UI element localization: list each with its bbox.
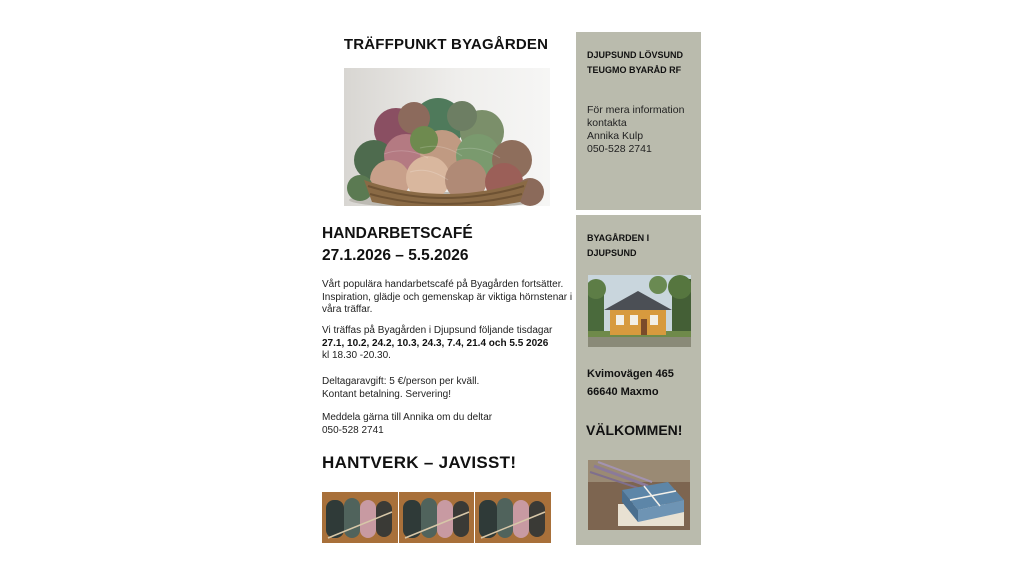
wrapped-gift-photo — [588, 460, 690, 530]
info-label-2: kontakta — [587, 117, 627, 129]
page-title: TRÄFFPUNKT BYAGÅRDEN — [343, 36, 549, 53]
schedule-dates: 27.1, 10.2, 24.2, 10.3, 24.3, 7.4, 21.4 och 5.5 2026 — [322, 337, 549, 349]
organizer-box — [576, 32, 701, 210]
contact-name: Annika Kulp — [587, 130, 644, 142]
payment-line: Kontant betalning. Servering! — [322, 388, 451, 400]
yarn-skeins-strip — [322, 492, 551, 543]
yarn-skeins-photo — [475, 492, 551, 543]
welcome-text: VÄLKOMMEN! — [586, 422, 683, 438]
schedule-time: kl 18.30 -20.30. — [322, 350, 391, 361]
contact-note: Meddela gärna till Annika om du deltar — [322, 412, 493, 423]
contact-phone-main: 050-528 2741 — [322, 424, 384, 436]
fee-line: Deltagaravgift: 5 €/person per kväll. — [322, 376, 480, 387]
village-house-photo — [588, 275, 691, 347]
venue-name — [587, 231, 699, 261]
organizer-line-2: TEUGMO BYARÅD RF — [587, 65, 682, 75]
slogan: HANTVERK – JAVISST! — [322, 453, 517, 472]
venue-line-1: BYAGÅRDEN I — [587, 233, 650, 243]
schedule-intro: Vi träffas på Byagården i Djupsund följande tisdagar — [322, 325, 553, 336]
venue-line-2: DJUPSUND — [587, 248, 637, 258]
contact-phone: 050-528 2741 — [587, 143, 652, 155]
address-postal: 66640 Maxmo — [587, 386, 659, 398]
yarn-basket-photo — [344, 68, 550, 206]
info-label: För mera information — [587, 104, 685, 116]
organizer-line-1: DJUPSUND LÖVSUND — [587, 50, 684, 60]
yarn-skeins-photo — [322, 492, 398, 543]
venue-box — [576, 215, 701, 545]
fee-paragraph — [322, 376, 577, 401]
organizer-name — [587, 48, 699, 78]
schedule-paragraph — [322, 325, 577, 363]
cafe-dates: 27.1.2026 – 5.5.2026 — [322, 247, 469, 264]
address-street: Kvimovägen 465 — [587, 368, 674, 380]
yarn-skeins-photo — [399, 492, 475, 543]
cafe-heading: HANDARBETSCAFÉ — [322, 225, 473, 242]
contact-paragraph — [322, 412, 577, 437]
intro-paragraph: Vårt populära handarbetscafé på Byagården fortsätter. Inspiration, glädje och gemenskap är viktiga hörnstenar i våra träffar. — [322, 279, 573, 315]
